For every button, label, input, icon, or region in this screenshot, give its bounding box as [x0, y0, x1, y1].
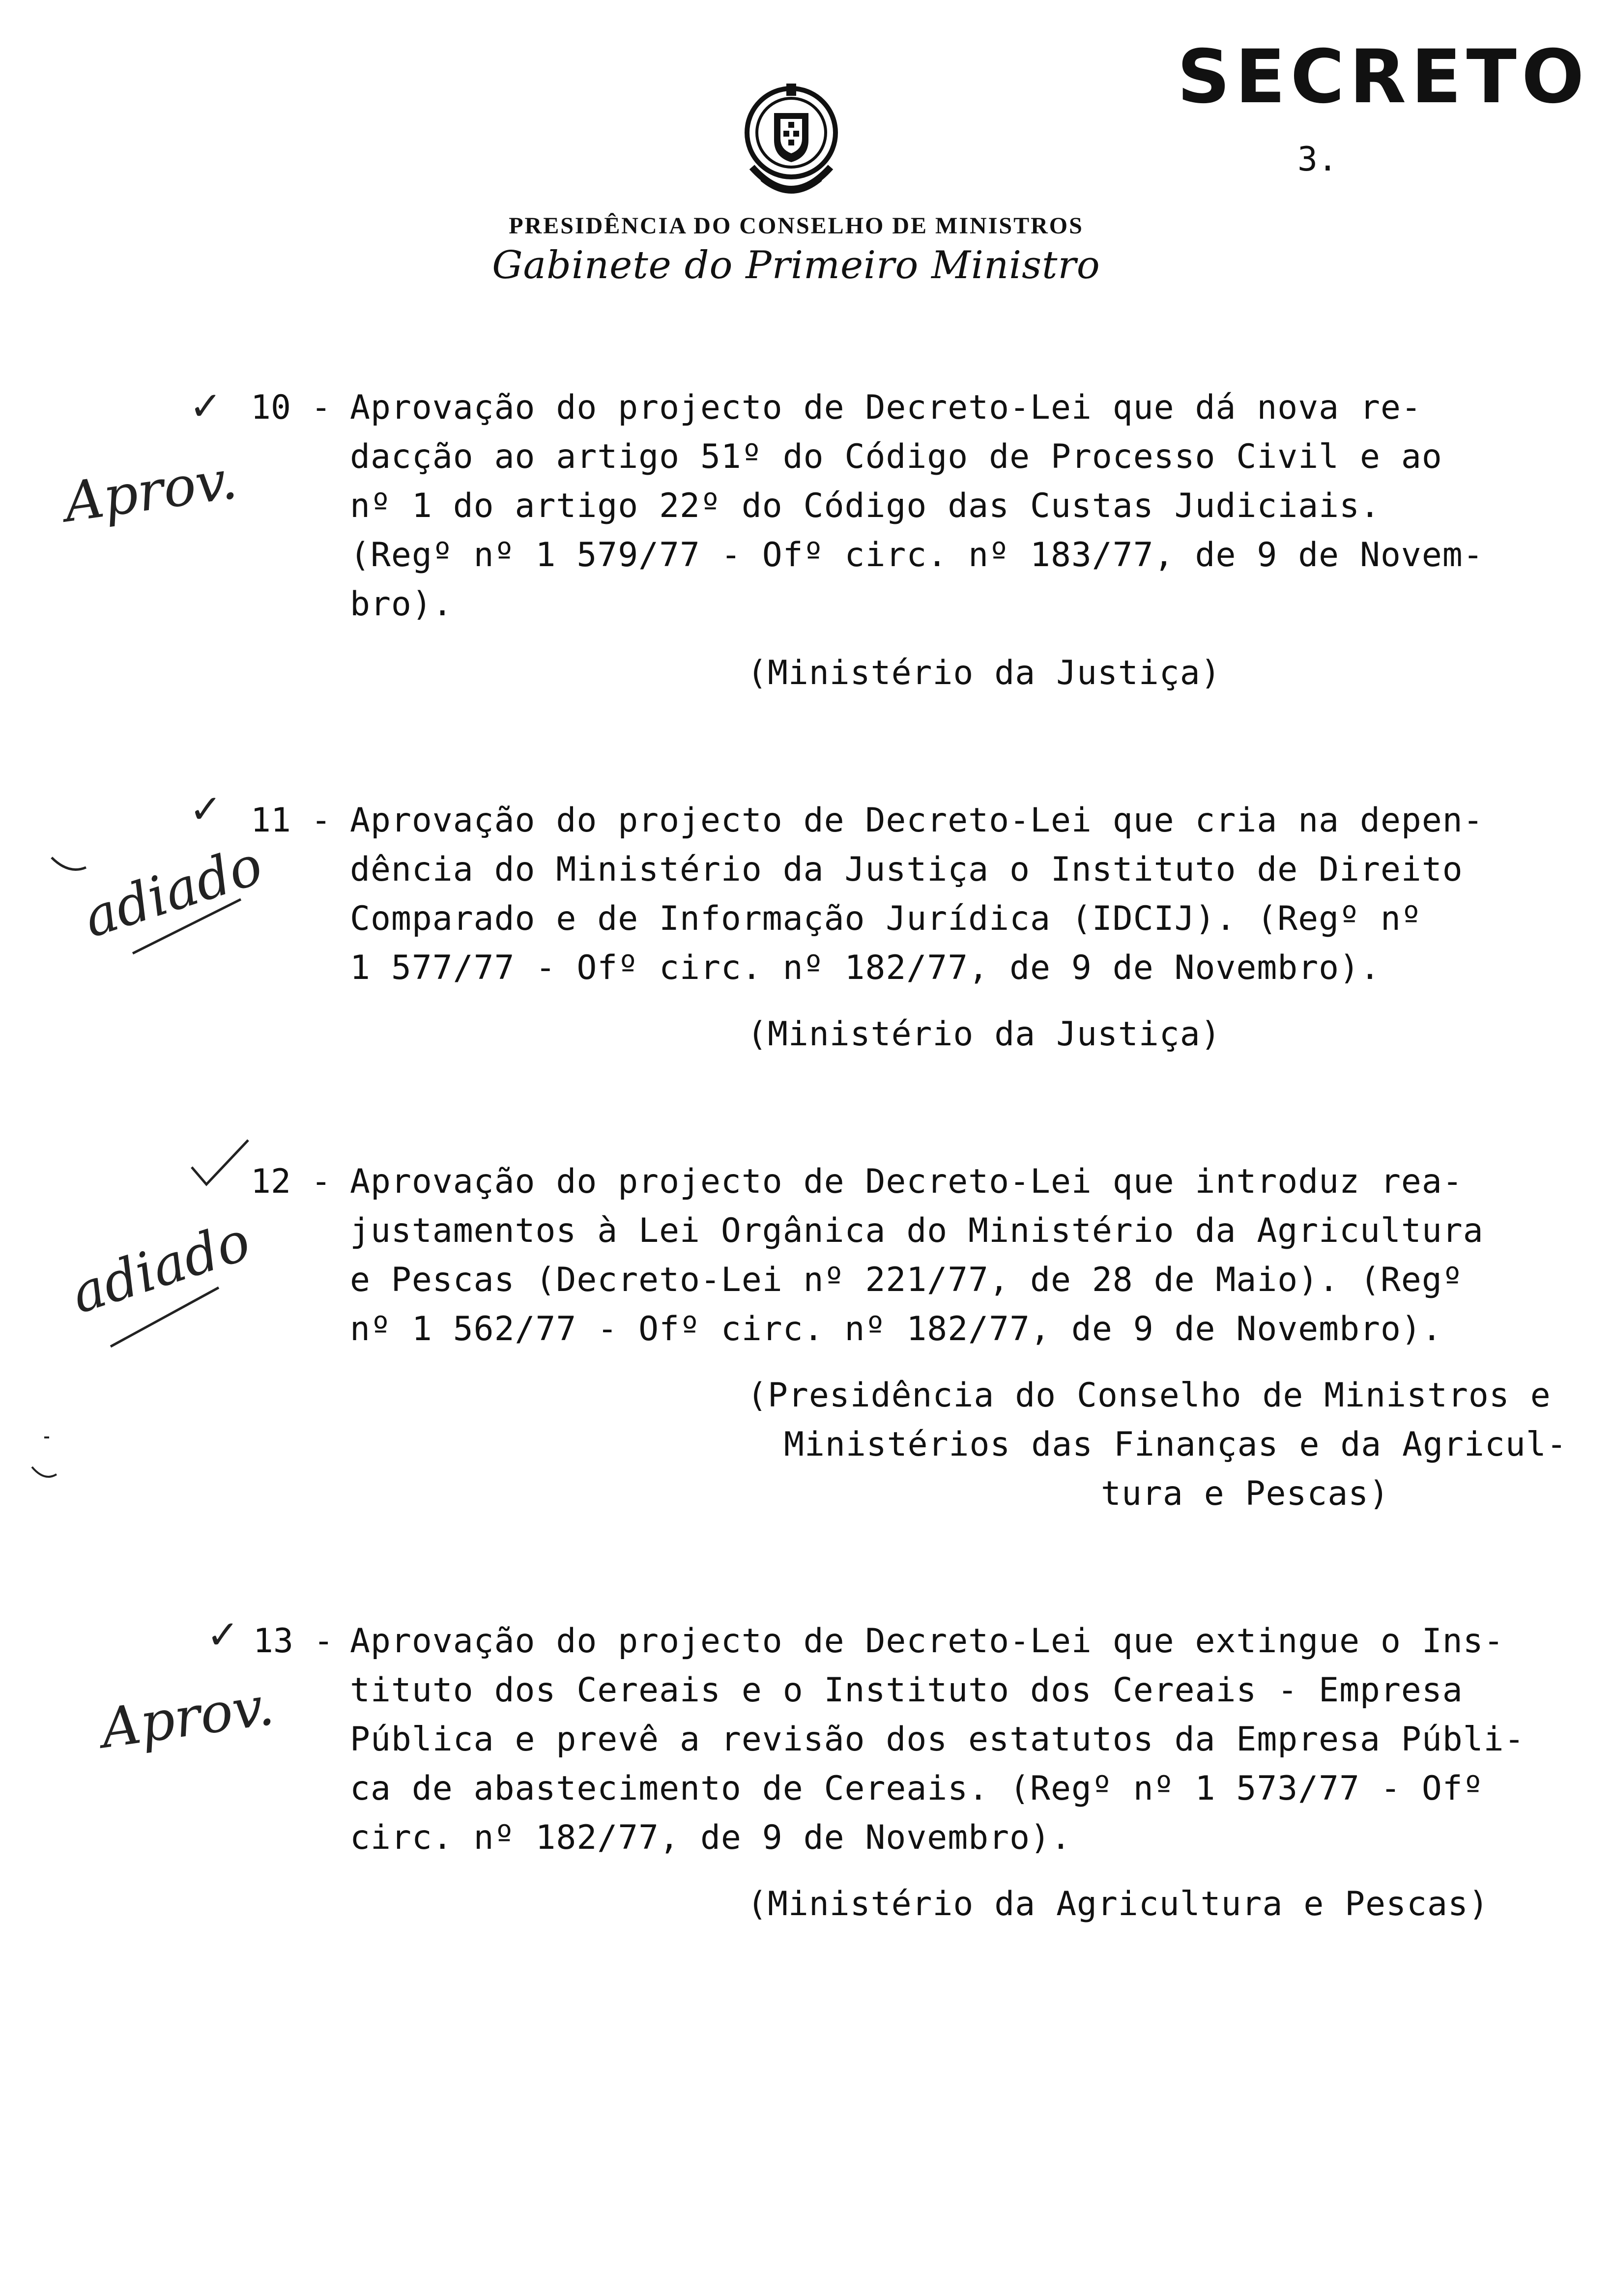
- item-text-line: Aprovação do projecto de Decreto-Lei que cria na depen-: [350, 801, 1484, 840]
- item-text-line: Aprovação do projecto de Decreto-Lei que introduz rea-: [350, 1162, 1463, 1201]
- item-text-line: tituto dos Cereais e o Instituto dos Cereais - Empresa: [350, 1671, 1463, 1710]
- item-number: 11 -: [251, 801, 331, 840]
- item-text-line: Aprovação do projecto de Decreto-Lei que dá nova re-: [350, 388, 1422, 427]
- secret-stamp: SECRETO: [1177, 34, 1589, 120]
- item-text-line: (Regº nº 1 579/77 - Ofº circ. nº 183/77, de 9 de Novem-: [350, 536, 1484, 574]
- item-number: 13 -: [253, 1622, 334, 1661]
- ministry-source: (Ministério da Justiça): [747, 654, 1221, 692]
- check-mark-icon: ✓: [206, 1612, 240, 1658]
- ministry-source: tura e Pescas): [1101, 1474, 1390, 1513]
- ministry-source: (Ministério da Justiça): [747, 1015, 1221, 1054]
- item-text-line: ca de abastecimento de Cereais. (Regº nº 1 573/77 - Ofº: [350, 1769, 1484, 1808]
- handwritten-bracket-icon: [29, 1433, 59, 1501]
- item-text-line: dacção ao artigo 51º do Código de Processo Civil e ao: [350, 437, 1442, 476]
- check-mark-icon: ✓: [189, 786, 223, 832]
- cabinet-subheading: Gabinete do Primeiro Ministro: [492, 243, 1100, 287]
- ministry-source: (Presidência do Conselho de Ministros e: [747, 1376, 1551, 1415]
- handwritten-annotation: adiado: [63, 1209, 258, 1326]
- handwritten-annotation: adiado: [76, 833, 270, 950]
- item-text-line: nº 1 do artigo 22º do Código das Custas Judiciais.: [350, 487, 1381, 525]
- handwritten-annotation: Aprov.: [97, 1674, 278, 1760]
- item-text-line: e Pescas (Decreto-Lei nº 221/77, de 28 de Maio). (Regº: [350, 1261, 1463, 1299]
- item-text-line: 1 577/77 - Ofº circ. nº 182/77, de 9 de Novembro).: [350, 948, 1381, 987]
- item-number: 12 -: [251, 1162, 331, 1201]
- handwritten-dash-icon: [49, 855, 88, 875]
- ministry-source: (Ministério da Agricultura e Pescas): [747, 1885, 1489, 1923]
- item-text-line: dência do Ministério da Justiça o Instituto de Direito: [350, 850, 1463, 889]
- item-number: 10 -: [251, 388, 331, 427]
- check-mark-icon: ✓: [189, 383, 223, 429]
- item-text-line: nº 1 562/77 - Ofº circ. nº 182/77, de 9 de Novembro).: [350, 1310, 1442, 1349]
- item-text-line: bro).: [350, 585, 453, 624]
- ministry-source: Ministérios das Finanças e da Agricul-: [784, 1425, 1567, 1464]
- item-text-line: Comparado e de Informação Jurídica (IDCIJ). (Regº nº: [350, 899, 1422, 938]
- handwritten-annotation: Aprov.: [60, 448, 241, 534]
- item-text-line: Pública e prevê a revisão dos estatutos da Empresa Públi-: [350, 1720, 1525, 1759]
- handwritten-underline-icon: [128, 894, 246, 958]
- page-number: 3.: [1297, 140, 1338, 179]
- coat-of-arms-icon: [732, 74, 850, 206]
- handwritten-underline-icon: [106, 1283, 224, 1351]
- item-text-line: Aprovação do projecto de Decreto-Lei que extingue o Ins-: [350, 1622, 1504, 1661]
- office-heading: PRESIDÊNCIA DO CONSELHO DE MINISTROS: [509, 213, 1084, 239]
- item-text-line: circ. nº 182/77, de 9 de Novembro).: [350, 1818, 1071, 1857]
- check-mark-icon: [189, 1138, 253, 1192]
- item-text-line: justamentos à Lei Orgânica do Ministério da Agricultura: [350, 1211, 1484, 1250]
